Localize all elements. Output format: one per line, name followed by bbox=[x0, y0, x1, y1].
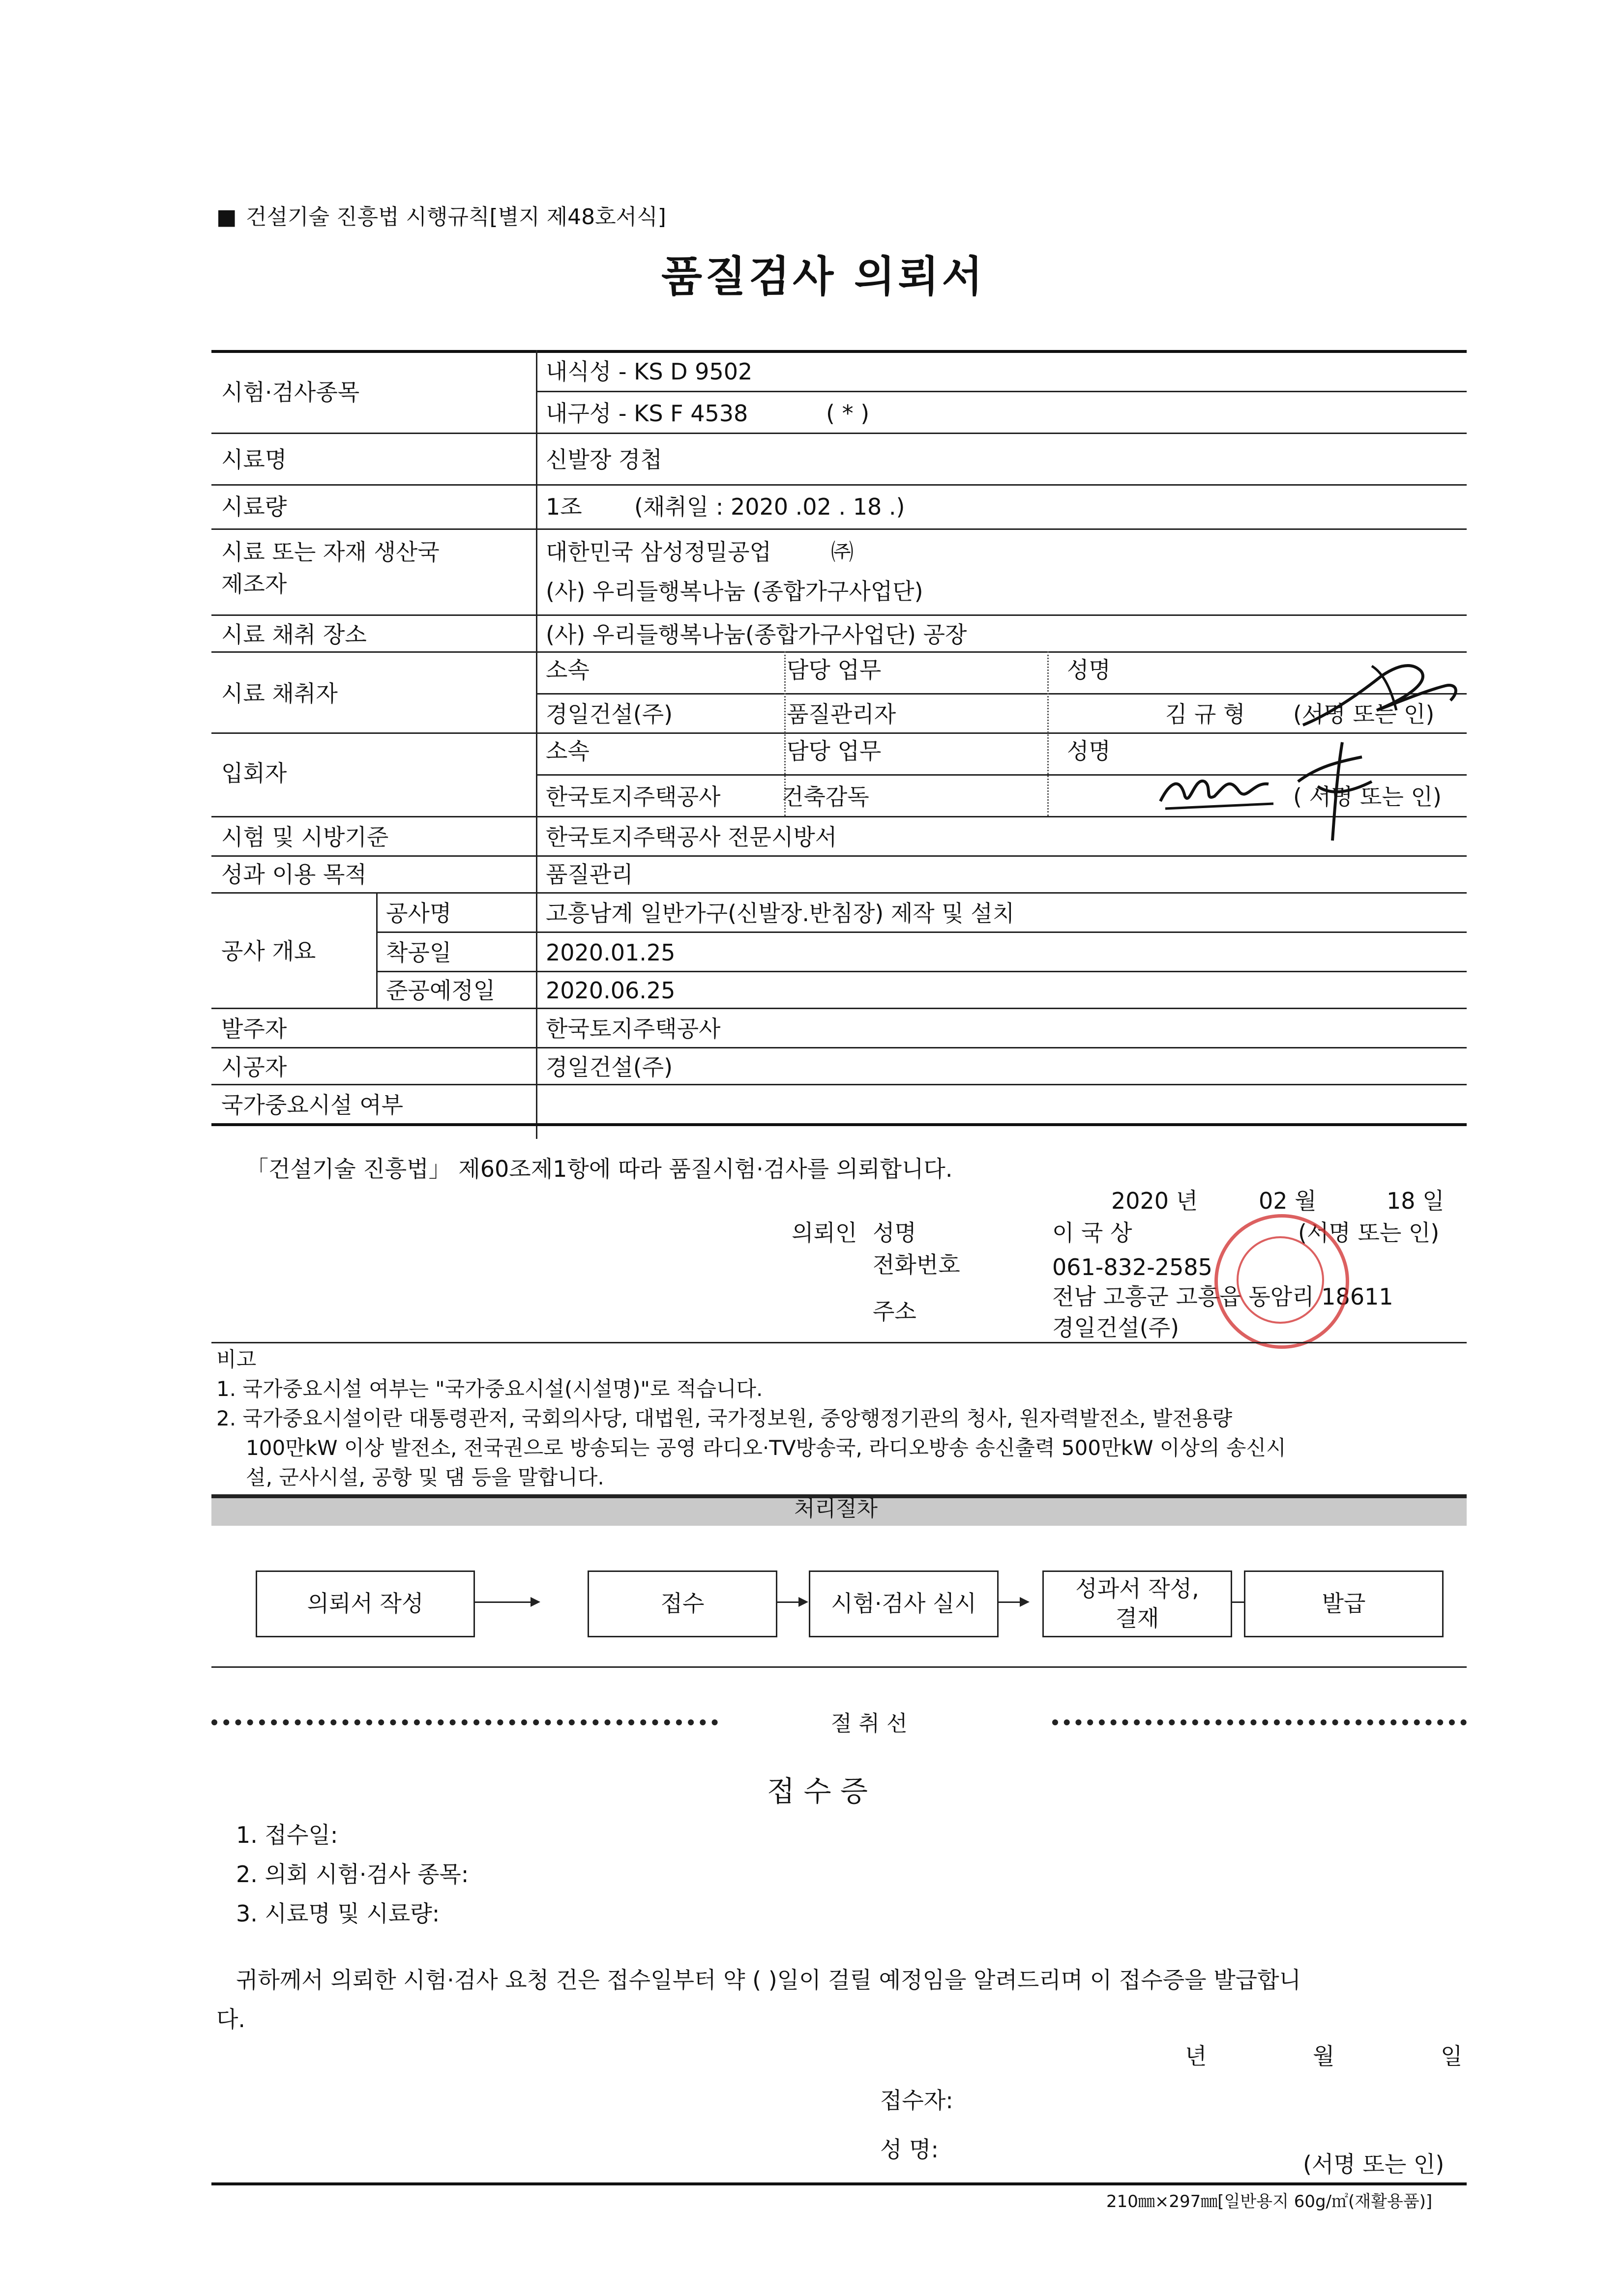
receipt-year: 년 bbox=[1185, 2043, 1207, 2069]
step-label: 접수 bbox=[660, 1590, 705, 1617]
receipt-body-line-2: 다. bbox=[216, 2006, 246, 2033]
purpose-value: 품질관리 bbox=[546, 861, 633, 888]
project-label: 공사 개요 bbox=[221, 938, 316, 964]
step-issuance bbox=[1244, 1570, 1444, 1637]
witness-duty-header: 담당 업무 bbox=[787, 738, 882, 764]
witness-signature bbox=[1288, 737, 1387, 845]
sampler-affiliation: 경일건설(주) bbox=[546, 701, 673, 727]
flow-arrow bbox=[473, 1601, 537, 1603]
test-item-2: 내구성 - KS F 4538 bbox=[546, 400, 748, 427]
requester-name-label: 성명 bbox=[873, 1220, 916, 1246]
document-title: 품질검사 의뢰서 bbox=[661, 252, 986, 301]
address-line-2: 경일건설(주) bbox=[1052, 1314, 1180, 1341]
receipt-item-3: 3. 시료명 및 시료량: bbox=[236, 1900, 440, 1927]
row-divider bbox=[211, 1008, 1467, 1009]
receipt-bottom-border bbox=[211, 2182, 1467, 2185]
table-label-divider bbox=[536, 350, 537, 1139]
row-divider bbox=[211, 614, 1467, 616]
note-2-line-1: 2. 국가중요시설이란 대통령관저, 국회의사당, 대법원, 국가정보원, 중앙행정기관의 청사, 원자력발전소, 발전용량 bbox=[216, 1406, 1233, 1430]
sampler-duty-header: 담당 업무 bbox=[787, 657, 882, 683]
start-date: 2020.01.25 bbox=[546, 939, 676, 966]
cut-line-label: 절 취 선 bbox=[831, 1711, 908, 1736]
start-date-label: 착공일 bbox=[386, 939, 452, 966]
sampler-sign-note: (서명 또는 인) bbox=[1293, 701, 1435, 727]
client-label: 발주자 bbox=[221, 1016, 287, 1042]
sampler-duty: 품질관리자 bbox=[787, 701, 896, 727]
sampler-label: 시료 채취자 bbox=[221, 680, 338, 707]
row-divider bbox=[211, 732, 1467, 734]
row-divider bbox=[211, 528, 1467, 530]
sample-name-value: 신발장 경첩 bbox=[546, 446, 662, 473]
notes-top-border bbox=[211, 1342, 1467, 1343]
test-items-label: 시험·검사종목 bbox=[221, 379, 360, 406]
row-divider bbox=[211, 433, 1467, 434]
step-report-approval bbox=[1042, 1570, 1232, 1637]
receiver-name-label: 성 명: bbox=[880, 2136, 939, 2163]
step-label: 발급 bbox=[1322, 1590, 1366, 1617]
project-name-label: 공사명 bbox=[386, 900, 452, 927]
test-item-2-extra: ( * ) bbox=[826, 400, 870, 427]
row-divider bbox=[211, 484, 1467, 486]
witness-name-header: 성명 bbox=[1067, 738, 1111, 764]
sample-qty-value: 1조 bbox=[546, 494, 582, 520]
standard-value: 한국토지주택공사 전문시방서 bbox=[546, 824, 837, 850]
witness-affiliation: 한국토지주택공사 bbox=[546, 784, 721, 810]
row-divider bbox=[536, 391, 1467, 392]
step-label: 성과서 작성, bbox=[1075, 1575, 1199, 1602]
producer-label-1: 시료 또는 자재 생산국 bbox=[221, 539, 440, 565]
sampling-place-label: 시료 채취 장소 bbox=[221, 621, 367, 648]
request-year: 2020 년 bbox=[1111, 1188, 1198, 1214]
client-value: 한국토지주택공사 bbox=[546, 1016, 721, 1042]
flow-arrow bbox=[997, 1601, 1027, 1603]
producer-line-1: 대한민국 삼성정밀공업 bbox=[546, 539, 771, 565]
receipt-title: 접 수 증 bbox=[767, 1774, 868, 1808]
table-bottom-border bbox=[211, 1123, 1467, 1126]
producer-line-2: (사) 우리들행복나눔 (종합가구사업단) bbox=[546, 578, 923, 605]
phone-label: 전화번호 bbox=[873, 1251, 960, 1278]
cut-line-left bbox=[211, 1719, 718, 1725]
request-month: 02 월 bbox=[1259, 1188, 1317, 1214]
step-request-writing bbox=[256, 1570, 475, 1637]
step-test-execution bbox=[809, 1570, 999, 1637]
purpose-label: 성과 이용 목적 bbox=[221, 861, 367, 888]
note-1: 1. 국가중요시설 여부는 "국가중요시설(시설명)"로 적습니다. bbox=[216, 1377, 763, 1401]
witness-affiliation-header: 소속 bbox=[546, 738, 590, 764]
row-divider bbox=[211, 1047, 1467, 1048]
dotted-divider bbox=[1047, 651, 1049, 816]
notes-title: 비고 bbox=[216, 1347, 257, 1371]
requester-name: 이 국 상 bbox=[1052, 1220, 1132, 1246]
address-label: 주소 bbox=[873, 1298, 916, 1325]
regulation-reference: 건설기술 진흥법 시행규칙[별지 제48호서식] bbox=[246, 204, 666, 230]
project-subdivider bbox=[376, 892, 378, 1008]
table-top-border bbox=[211, 350, 1467, 353]
sample-name-label: 시료명 bbox=[221, 446, 287, 473]
row-divider bbox=[211, 816, 1467, 817]
receiver-sign-note: (서명 또는 인) bbox=[1303, 2151, 1445, 2178]
sampler-affiliation-header: 소속 bbox=[546, 657, 590, 683]
step-label: 시험·검사 실시 bbox=[831, 1590, 976, 1617]
phone-value: 061-832-2585 bbox=[1052, 1254, 1212, 1280]
receipt-day: 일 bbox=[1441, 2043, 1463, 2069]
row-divider bbox=[211, 651, 1467, 653]
row-divider bbox=[211, 855, 1467, 857]
address-line-1: 전남 고흥군 고흥읍 동암리 18611 bbox=[1052, 1283, 1393, 1310]
producer-corp-mark: ㈜ bbox=[831, 539, 854, 565]
witness-name-signature bbox=[1155, 762, 1283, 816]
receipt-body-line-1: 귀하께서 의뢰한 시험·검사 요청 건은 접수일부터 약 ( )일이 걸릴 예정임을 알려드리며 이 접수증을 발급합니 bbox=[236, 1967, 1301, 1993]
cut-line-right bbox=[1052, 1719, 1467, 1725]
procedure-title: 처리절차 bbox=[794, 1496, 878, 1521]
producer-label-2: 제조자 bbox=[221, 571, 287, 597]
row-divider bbox=[211, 1084, 1467, 1085]
receipt-item-1: 1. 접수일: bbox=[236, 1822, 338, 1848]
procedure-bottom-border bbox=[211, 1666, 1467, 1668]
receipt-month: 월 bbox=[1313, 2043, 1335, 2069]
sample-qty-label: 시료량 bbox=[221, 494, 287, 520]
header-bullet: ■ bbox=[216, 204, 237, 230]
row-divider bbox=[211, 892, 1467, 894]
sampling-date: (채취일 : 2020 .02 . 18 .) bbox=[634, 494, 905, 520]
requester-label: 의뢰인 bbox=[792, 1220, 857, 1246]
witness-duty: 건축감독 bbox=[782, 784, 869, 810]
step-label: 결재 bbox=[1115, 1605, 1159, 1631]
requester-sign-note: (서명 또는 인) bbox=[1298, 1220, 1440, 1246]
national-facility-label: 국가중요시설 여부 bbox=[221, 1092, 404, 1118]
witness-sign-note: ( 서명 또는 인) bbox=[1293, 784, 1442, 810]
receipt-item-2: 2. 의회 시험·검사 종목: bbox=[236, 1861, 469, 1888]
step-label: 의뢰서 작성 bbox=[307, 1590, 424, 1617]
witness-label: 입회자 bbox=[221, 760, 287, 786]
sampler-name: 김 규 형 bbox=[1165, 701, 1245, 727]
contractor-label: 시공자 bbox=[221, 1054, 287, 1080]
completion-date: 2020.06.25 bbox=[546, 977, 676, 1004]
step-receipt bbox=[588, 1570, 777, 1637]
test-item-1: 내식성 - KS D 9502 bbox=[546, 358, 753, 385]
request-sentence: 「건설기술 진흥법」 제60조제1항에 따라 품질시험·검사를 의뢰합니다. bbox=[246, 1156, 953, 1182]
flow-arrow bbox=[776, 1601, 805, 1603]
sampler-name-header: 성명 bbox=[1067, 657, 1111, 683]
sampler-signature bbox=[1298, 656, 1465, 735]
row-divider bbox=[376, 971, 1467, 972]
project-name: 고흥남계 일반가구(신발장.반침장) 제작 및 설치 bbox=[546, 900, 1015, 927]
request-day: 18 일 bbox=[1387, 1188, 1445, 1214]
paper-spec-footer: 210㎜×297㎜[일반용지 60g/㎡(재활용품)] bbox=[1106, 2192, 1433, 2211]
company-seal-inner bbox=[1237, 1236, 1324, 1324]
completion-date-label: 준공예정일 bbox=[386, 977, 496, 1004]
note-2-line-2: 100만kW 이상 발전소, 전국권으로 방송되는 공영 라디오·TV방송국, 라디오방송 송신출력 500만kW 이상의 송신시 bbox=[246, 1436, 1286, 1460]
receiver-label: 접수자: bbox=[880, 2087, 953, 2114]
note-2-line-3: 설, 군사시설, 공항 및 댐 등을 말합니다. bbox=[246, 1465, 604, 1489]
standard-label: 시험 및 시방기준 bbox=[221, 824, 389, 850]
contractor-value: 경일건설(주) bbox=[546, 1054, 673, 1080]
row-divider bbox=[376, 931, 1467, 933]
sampling-place-value: (사) 우리들행복나눔(종합가구사업단) 공장 bbox=[546, 621, 967, 648]
